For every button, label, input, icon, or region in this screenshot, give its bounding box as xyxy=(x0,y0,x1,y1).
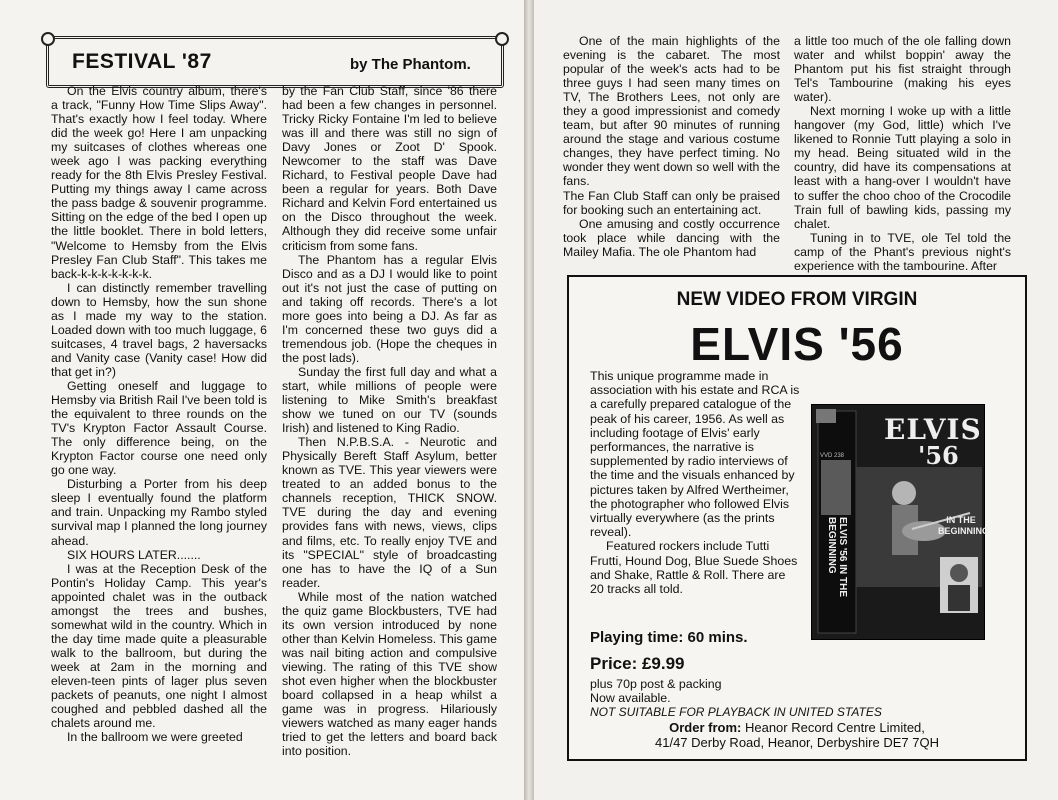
price: Price: £9.99 xyxy=(590,654,685,673)
region-warning: NOT SUITABLE FOR PLAYBACK IN UNITED STATES xyxy=(590,705,882,719)
paragraph: In the ballroom we were greeted xyxy=(67,730,243,745)
cover-subtitle: IN THE BEGINNING xyxy=(938,515,990,536)
video-advertisement xyxy=(567,275,1027,761)
postage: plus 70p post & packing xyxy=(590,677,722,691)
paragraph: Next morning I woke up with a little hangover (my God, little) which I've likened to Ronnie Tutt playing a solo in my head. Being situated wild in the country, did have its compensations at least with a hang-over I wouldn't have to suffer the choo choo of the Crocodile Train full of bawling kids, passing my chalet. xyxy=(794,104,1011,231)
paragraph: SIX HOURS LATER....... xyxy=(67,547,201,562)
ad-body xyxy=(590,369,800,596)
page-gutter xyxy=(524,0,534,800)
paragraph: I can distinctly remember travelling down to Hemsby, how the sun shone as I made my way to the station. Loaded down with too much luggage, 6 suitcases, 4 travel bags, 2 haversacks and Vanity case (Vanity case! How did that get in?) xyxy=(51,280,267,379)
article-column-3 xyxy=(563,34,780,259)
order-label: Order from: xyxy=(669,720,742,735)
paragraph: One of the main highlights of the evening is the cabaret. The most popular of the week's acts had to be three guys I had seen many times on TV, The Brothers Lees, not only are they a good impressionist and comedy team, but after 90 minutes of running around the stage and various costume changes, they have perfect timing. No wonder they went down so well with the fans. xyxy=(563,34,780,189)
article-title: FESTIVAL '87 xyxy=(72,50,212,73)
cover-title: ELVIS xyxy=(884,413,982,446)
left-page xyxy=(0,0,524,800)
order-info xyxy=(569,720,1025,750)
paragraph: Disturbing a Porter from his deep sleep I eventually found the platform and train. Unpacking my Rambo styled survival map I planned the long journey ahead. xyxy=(51,477,267,548)
paragraph: Then N.P.B.S.A. - Neurotic and Physically Bereft Staff Asylum, better known as TVE. This year viewers were treated to an added bonus to the channels reception, THICK SNOW. TVE during the day and evening provides fans with news, views, clips and films, etc. To really enjoy TVE and its "SPECIAL" style of broadcasting one has to have the IQ of a Sun reader. xyxy=(282,435,497,590)
paragraph: Getting oneself and luggage to Hemsby via British Rail I've been told is the equivalent to three rounds on the TV's Krypton Factor Assault Course. The only difference being, on the Krypton Factor course one need only go one way. xyxy=(51,378,267,478)
ad-big-title: ELVIS '56 xyxy=(690,318,904,370)
ad-headline: NEW VIDEO FROM VIRGIN xyxy=(676,289,918,310)
postage-info xyxy=(590,677,722,705)
paragraph: While most of the nation watched the quiz game Blockbusters, TVE had its own version introduced by none other than Kelvin Homeless. This game was nail biting action and compulsive viewing. The rating of this TVE show shot even higher when the blockbuster board collapsed in a heap whilst a game was in progress. Hilariously viewers watched as many eager hands tried to get the letters and board back into position. xyxy=(282,589,497,759)
article-column-2 xyxy=(282,84,497,758)
paragraph: The Phantom has a regular Elvis Disco and as a DJ I would like to point out it's not just the case of putting on and taking off records. There's a lot more goes into being a DJ. As far as I'm concerned these two guys did a tremendous job. (Hope the cheques in the post lads). xyxy=(282,252,497,365)
playing-time: Playing time: 60 mins. xyxy=(590,629,748,646)
paragraph: Sunday the first full day and what a start, while millions of people were listening to Mike Smith's breakfast show we tuned on our TV (sounds Irish) and listened to King Radio. xyxy=(282,364,497,436)
paragraph: One amusing and costly occurrence took place while dancing with the Mailey Mafia. The ole Phantom had xyxy=(563,216,780,259)
cover-year: '56 xyxy=(918,441,959,470)
paragraph: The Fan Club Staff can only be praised for booking such an entertaining act. xyxy=(563,188,780,217)
paragraph: Tuning in to TVE, ole Tel told the camp of the Phant's previous night's experience with the tambourine. After xyxy=(794,230,1011,273)
ad-description: This unique programme made in association with his estate and RCA is a carefully prepared catalogue of the peak of his career, 1956. As well as including footage of Elvis' early performances, the narrative is supplemented by radio interviews of the time and the visuals enhanced by pictures taken by Alfred Wertheimer, the photographer who followed Elvis virtually everywhere (as the prints reveal). xyxy=(590,369,800,540)
paragraph: a little too much of the ole falling down water and whilst boppin' away the Phantom put his fist straight through Tel's Tambourine (making his eyes water). xyxy=(794,34,1011,105)
order-address: 41/47 Derby Road, Heanor, Derbyshire DE7 7QH xyxy=(655,735,939,750)
availability: Now available. xyxy=(590,691,671,705)
video-cover-image xyxy=(811,404,990,640)
paragraph: On the Elvis country album, there's a track, "Funny How Time Slips Away". That's exactly how I feel today. Where did the week go! Here I am unpacking my suitcases of clothes whereas one week ago I was packing everything ready for the 8th Elvis Presley Festival. Putting my things away I came across the pass badge & souvenir programme. Sitting on the edge of the bed I open up the little booklet. There in bold letters, "Welcome to Hemsby from the Elvis Presley Fan Club Staff". This takes me back-k-k-k-k-k-k-k. xyxy=(51,84,267,281)
article-column-4 xyxy=(794,34,1011,273)
paragraph: I was at the Reception Desk of the Pontin's Holiday Camp. This year's appointed chalet was in the outback amongst the trees and bushes, somewhat wild in the country. Which in the day time made quite a pleasurable walk to the ballroom, but during the week at 2am in the morning and eleven-teen pints of lager plus seven packets of peanuts, one night I almost coughed and pebbled dashed all the chalets around me. xyxy=(51,561,267,731)
order-name: Heanor Record Centre Limited, xyxy=(744,720,925,735)
ad-tracks: Featured rockers include Tutti Frutti, Hound Dog, Blue Suede Shoes and Shake, Rattle & Roll. There are 20 tracks all told. xyxy=(590,539,798,597)
article-byline: by The Phantom. xyxy=(350,56,471,73)
article-column-1 xyxy=(51,84,267,744)
cover-spine-text: ELVIS '56 IN THE BEGINNING xyxy=(826,517,848,597)
cover-code: VVD 238 xyxy=(820,453,845,459)
paragraph: by the Fan Club Staff, since '86 there had been a few changes in personnel. Tricky Ricky Fontaine I'm led to believe was ill and there was still no sign of Davy Jones or Zoot D' Spook. Newcomer to the staff was Dave Richard, to Festival people Dave had been a regular for years. Both Dave Richard and Kelvin Ford entertained us on the Disco throughout the week. Although they did receive some unfair criticism from some fans. xyxy=(282,84,497,253)
